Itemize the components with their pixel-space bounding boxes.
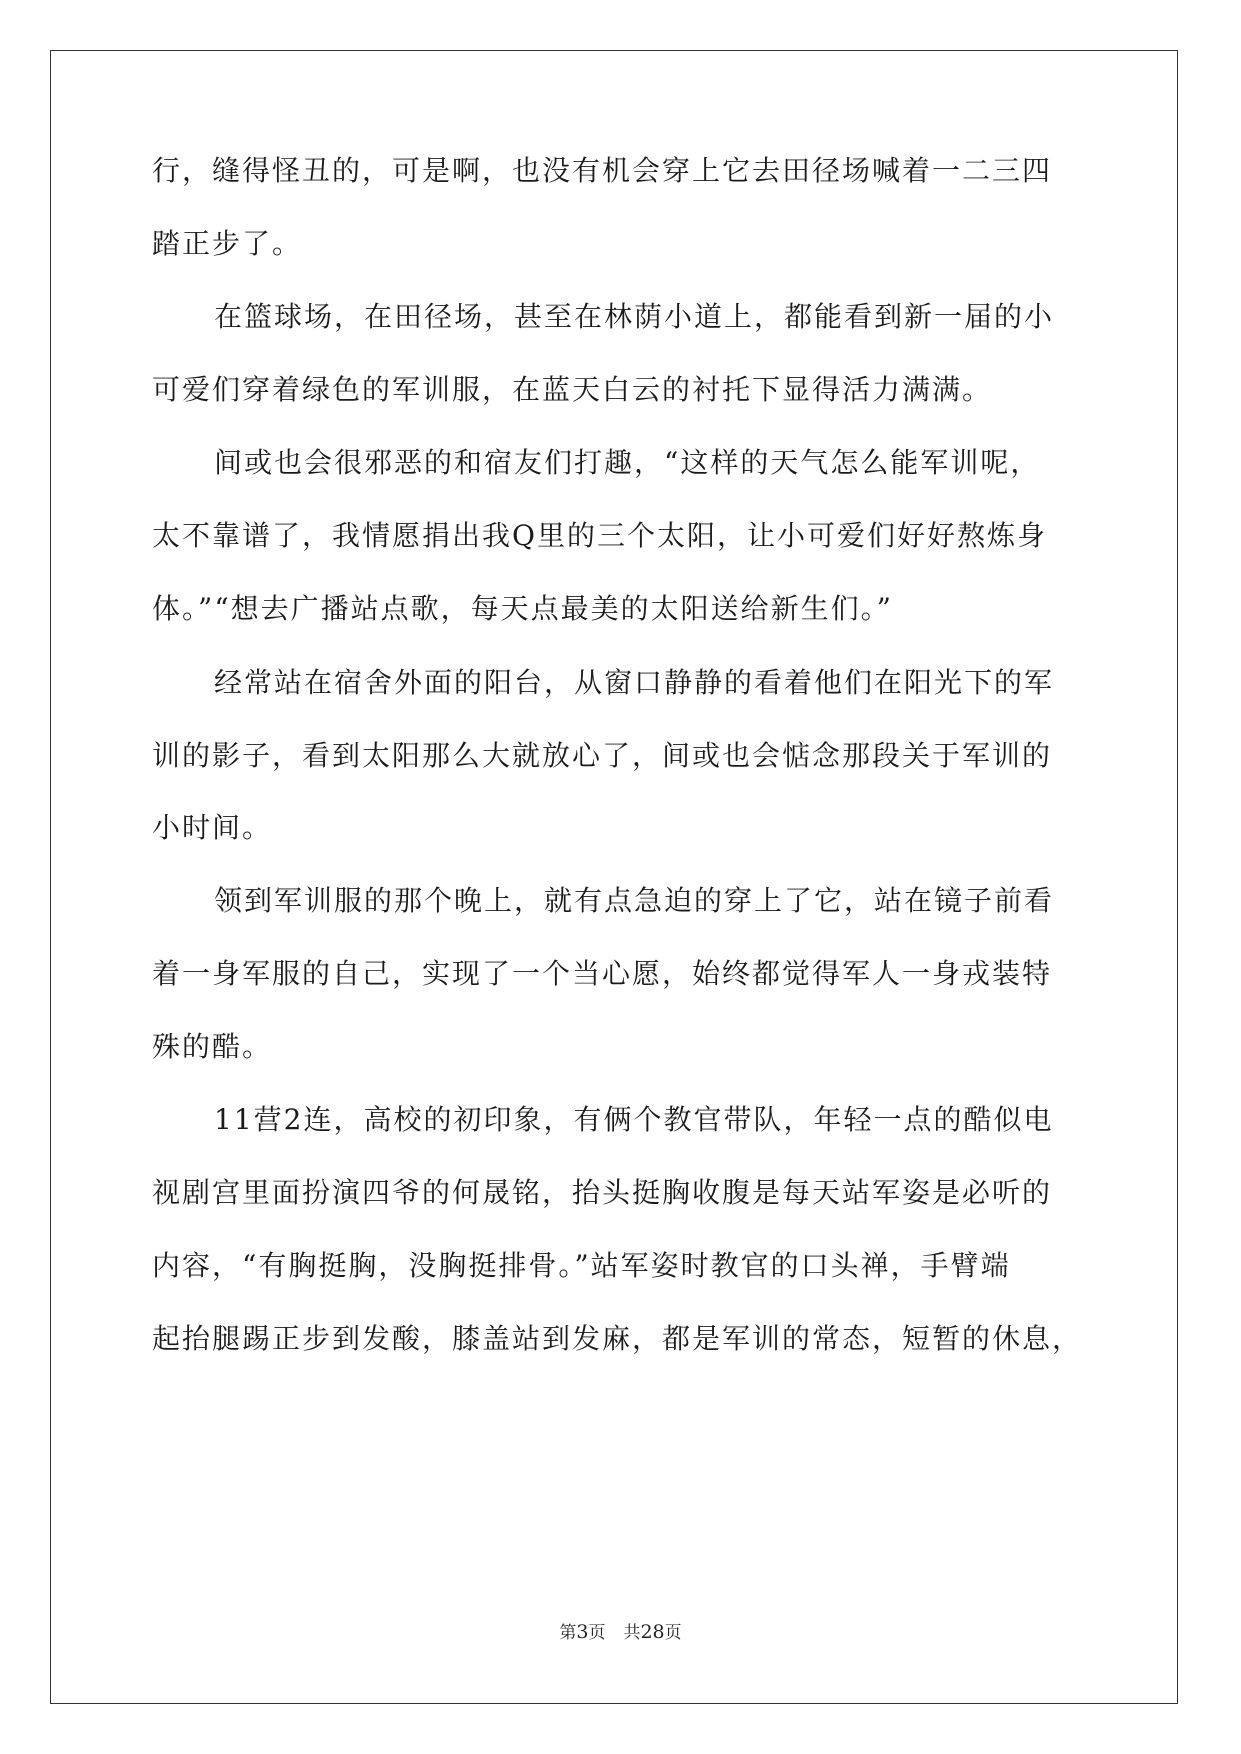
text-line: 殊的酷。	[152, 1030, 273, 1063]
page-number-prefix: 第	[559, 1623, 577, 1643]
page-number-suffix: 页	[588, 1623, 606, 1643]
text-line: 可爱们穿着绿色的军训服，在蓝天白云的衬托下显得活力满满。	[152, 373, 993, 406]
text-line: 踏正步了。	[152, 227, 303, 260]
text-line: 体。”“想去广播站点歌，每天点最美的太阳送给新生们。”	[152, 592, 893, 625]
text-line: 小时间。	[152, 811, 273, 844]
text-line: 训的影子，看到太阳那么大就放心了，间或也会惦念那段关于军训的	[152, 739, 1053, 772]
text-line: 间或也会很邪恶的和宿友们打趣，“这样的天气怎么能军训呢，	[214, 446, 1041, 479]
page-footer	[0, 1618, 1241, 1643]
text-line: 视剧宫里面扮演四爷的何晟铭，抬头挺胸收腹是每天站军姿是必听的	[152, 1176, 1053, 1209]
total-pages-prefix: 共	[623, 1623, 641, 1643]
total-pages-suffix: 页	[664, 1623, 682, 1643]
text-line: 着一身军服的自己，实现了一个当心愿，始终都觉得军人一身戎装特	[152, 957, 1053, 990]
text-line: 太不靠谱了，我情愿捐出我Q里的三个太阳，让小可爱们好好熬炼身	[152, 519, 1047, 552]
text-line: 11营2连，高校的初印象，有俩个教官带队，年轻一点的酷似电	[214, 1103, 1054, 1136]
text-line: 在篮球场，在田径场，甚至在林荫小道上，都能看到新一届的小	[214, 300, 1055, 333]
text-line: 行，缝得怪丑的，可是啊，也没有机会穿上它去田径场喊着一二三四	[152, 154, 1053, 187]
total-pages: 28	[640, 1621, 665, 1643]
text-line: 起抬腿踢正步到发酸，膝盖站到发麻，都是军训的常态，短暂的休息，	[152, 1322, 1083, 1355]
page-number: 3	[576, 1621, 589, 1643]
text-line: 领到军训服的那个晚上，就有点急迫的穿上了它，站在镜子前看	[214, 884, 1055, 917]
text-line: 经常站在宿舍外面的阳台，从窗口静静的看着他们在阳光下的军	[214, 666, 1055, 699]
text-line: 内容，“有胸挺胸，没胸挺排骨。”站军姿时教官的口头禅，手臂端	[152, 1249, 1011, 1282]
